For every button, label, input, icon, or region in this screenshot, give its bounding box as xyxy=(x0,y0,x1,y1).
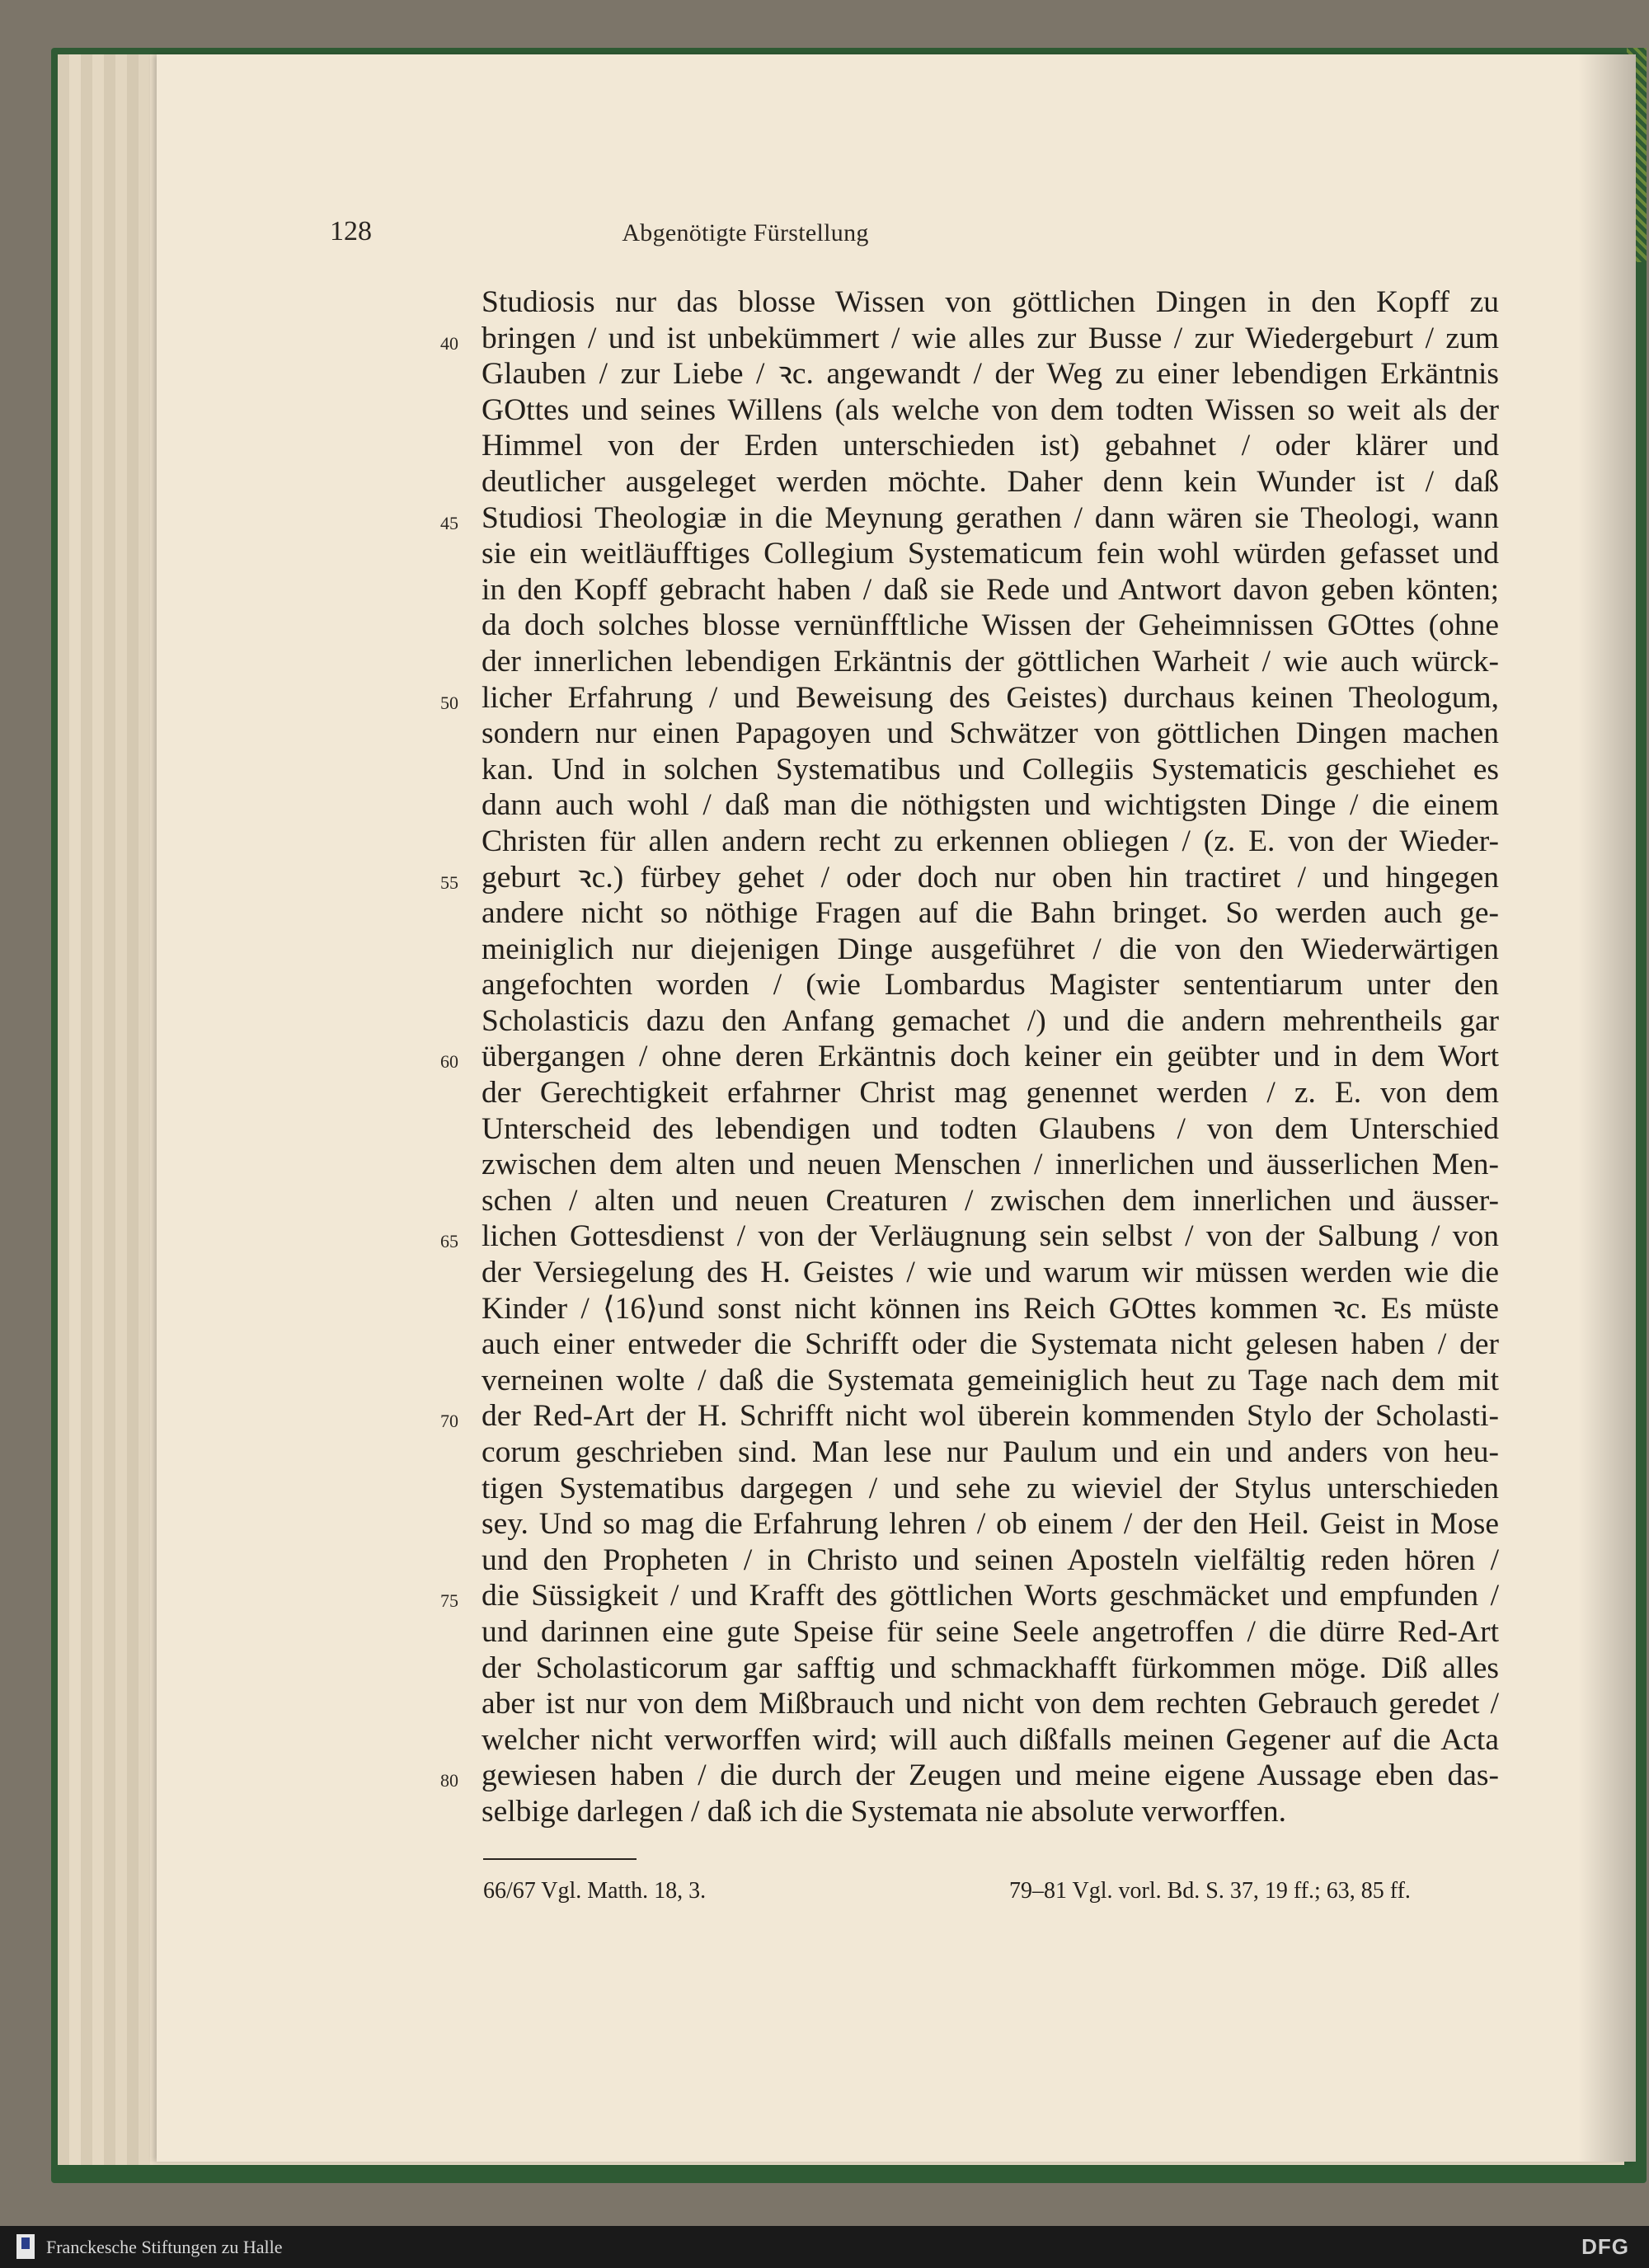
line-number: 40 xyxy=(440,332,458,354)
line-text: der Scholasticorum gar safftig und schmackhafft fürkommen möge. Diß alles xyxy=(482,1651,1499,1685)
text-line xyxy=(482,932,1499,968)
line-text: tigen Systematibus dargegen / und sehe zu wieviel der Stylus unterschieden xyxy=(482,1471,1499,1505)
text-line xyxy=(482,1435,1499,1471)
text-line xyxy=(482,1686,1499,1722)
text-line xyxy=(482,895,1499,932)
line-text: sondern nur einen Papagoyen und Schwätzer von göttlichen Dingen machen xyxy=(482,716,1499,751)
line-text: bringen / und ist unbekümmert / wie alles zur Busse / zur Wiedergeburt / zum xyxy=(482,321,1499,355)
text-line xyxy=(440,321,1499,357)
line-text: sey. Und so mag die Erfahrung lehren / ob einem / der den Heil. Geist in Mose xyxy=(482,1507,1499,1542)
line-text: andere nicht so nöthige Fragen auf die Bahn bringet. So werden auch ge- xyxy=(482,896,1499,931)
line-text: Scholasticis dazu den Anfang gemachet /) und die andern mehrentheils gar xyxy=(482,1003,1499,1038)
line-text: verneinen wolte / daß die Systemata gemeiniglich heut zu Tage nach dem mit xyxy=(482,1363,1499,1397)
text-line xyxy=(482,608,1499,644)
line-number: 55 xyxy=(440,871,458,893)
text-line xyxy=(482,1291,1499,1327)
line-number: 60 xyxy=(440,1051,458,1073)
footnote: 66/67 Vgl. Matth. 18, 3. xyxy=(483,1878,707,1904)
line-text: Kinder / ⟨16⟩und sonst nicht können ins Reich GOttes kommen ꝛc. Es müste xyxy=(482,1291,1499,1326)
line-text: sie ein weitläufftiges Collegium Systematicum fein wohl würden gefasset und xyxy=(482,537,1499,571)
text-line xyxy=(482,967,1499,1003)
text-line xyxy=(482,1183,1499,1219)
text-line xyxy=(440,1758,1499,1794)
line-text: schen / alten und neuen Creaturen / zwischen dem innerlichen und äusser- xyxy=(482,1183,1499,1218)
text-line xyxy=(440,680,1499,716)
text-line xyxy=(482,787,1499,824)
text-line xyxy=(482,716,1499,752)
footnote-rule xyxy=(483,1858,637,1860)
line-text: kan. Und in solchen Systematibus und Collegiis Systematicis geschiehet es xyxy=(482,752,1499,787)
line-text: zwischen dem alten und neuen Menschen / innerlichen und äusserlichen Men- xyxy=(482,1148,1499,1182)
line-text: Unterscheid des lebendigen und todten Glaubens / von dem Unterschied xyxy=(482,1111,1499,1146)
text-line xyxy=(482,572,1499,608)
text-line xyxy=(482,1255,1499,1291)
gutter-shadow xyxy=(1578,54,1636,2162)
line-text: der innerlichen lebendigen Erkäntnis der göttlichen Warheit / wie auch würck- xyxy=(482,644,1499,679)
line-text: Christen für allen andern recht zu erkennen obliegen / (z. E. von der Wieder- xyxy=(482,824,1499,858)
line-text: selbige darlegen / daß ich die Systemata nie absolute verworffen. xyxy=(482,1794,1287,1829)
line-text: Studiosi Theologiæ in die Meynung gerathen / dann wären sie Theologi, wann xyxy=(482,500,1499,535)
line-text: angefochten worden / (wie Lombardus Magister sententiarum unter den xyxy=(482,968,1499,1003)
text-line xyxy=(482,1363,1499,1399)
line-text: in den Kopff gebracht haben / daß sie Rede und Antwort davon geben könten; xyxy=(482,572,1499,607)
line-number: 50 xyxy=(440,692,458,713)
text-line xyxy=(482,1327,1499,1363)
line-text: Glauben / zur Liebe / ꝛc. angewandt / der Weg zu einer lebendigen Erkäntnis xyxy=(482,357,1499,392)
line-text: der Versiegelung des H. Geistes / wie und warum wir müssen werden wie die xyxy=(482,1256,1499,1290)
text-line xyxy=(482,1075,1499,1111)
institution-logo-icon xyxy=(16,2234,35,2259)
running-title: Abgenötigte Fürstellung xyxy=(622,219,869,247)
running-head xyxy=(330,216,1161,249)
text-line xyxy=(482,1794,1499,1830)
line-text: geburt ꝛc.) fürbey gehet / oder doch nur oben hin tractiret / und hingegen xyxy=(482,860,1499,895)
line-text: deutlicher ausgeleget werden möchte. Daher denn kein Wunder ist / daß xyxy=(482,464,1499,499)
institution-label: Franckesche Stiftungen zu Halle xyxy=(46,2237,283,2257)
text-line xyxy=(482,1003,1499,1040)
dfg-logo: DFG xyxy=(1581,2234,1629,2259)
text-line xyxy=(482,356,1499,392)
viewer-footer xyxy=(0,2226,1649,2268)
line-number: 70 xyxy=(440,1411,458,1432)
text-line xyxy=(482,1147,1499,1183)
line-text: und darinnen eine gute Speise für seine Seele angetroffen / die dürre Red-Art xyxy=(482,1614,1499,1649)
line-text: auch einer entweder die Schrifft oder die Systemata nicht gelesen haben / der xyxy=(482,1327,1499,1362)
text-line xyxy=(482,1506,1499,1543)
footnote: 79–81 Vgl. vorl. Bd. S. 37, 19 ff.; 63, 85 ff. xyxy=(1009,1878,1411,1904)
line-number: 75 xyxy=(440,1590,458,1612)
text-line xyxy=(482,1471,1499,1507)
text-line xyxy=(482,1543,1499,1579)
text-line xyxy=(482,1111,1499,1148)
line-text: dann auch wohl / daß man die nöthigsten und wichtigsten Dinge / die einem xyxy=(482,788,1499,823)
line-text: welcher nicht verworffen wird; will auch dißfalls meinen Gegener auf die Acta xyxy=(482,1722,1499,1757)
text-line xyxy=(482,752,1499,788)
text-line xyxy=(482,428,1499,464)
line-text: lichen Gottesdienst / von der Verläugnung sein selbst / von der Salbung / von xyxy=(482,1219,1499,1254)
text-line xyxy=(482,392,1499,429)
text-line xyxy=(440,1219,1499,1255)
line-text: und den Propheten / in Christo und seinen Aposteln vielfältig reden hören / xyxy=(482,1543,1499,1577)
line-text: der Red-Art der H. Schrifft nicht wol überein kommenden Stylo der Scholasti- xyxy=(482,1399,1499,1434)
line-text: die Süssigkeit / und Krafft des göttlichen Worts geschmäcket und empfunden / xyxy=(482,1579,1499,1613)
text-line xyxy=(440,500,1499,537)
text-line xyxy=(440,1398,1499,1435)
text-line xyxy=(482,284,1499,321)
line-text: GOttes und seines Willens (als welche von dem todten Wissen so weit als der xyxy=(482,392,1499,427)
line-text: Studiosis nur das blosse Wissen von göttlichen Dingen in den Kopff zu xyxy=(482,285,1499,319)
line-text: aber ist nur von dem Mißbrauch und nicht von dem rechten Gebrauch geredet / xyxy=(482,1687,1499,1721)
line-number: 45 xyxy=(440,512,458,533)
line-text: licher Erfahrung / und Beweisung des Geistes) durchaus keinen Theologum, xyxy=(482,680,1499,715)
text-line xyxy=(482,1614,1499,1651)
text-line xyxy=(440,860,1499,896)
line-number: 80 xyxy=(440,1770,458,1791)
line-text: der Gerechtigkeit erfahrner Christ mag genennet werden / z. E. von dem xyxy=(482,1076,1499,1111)
line-text: übergangen / ohne deren Erkäntnis doch keiner ein geübter und in dem Wort xyxy=(482,1040,1499,1074)
text-line xyxy=(440,1578,1499,1614)
text-line xyxy=(440,1039,1499,1075)
line-text: gewiesen haben / die durch der Zeugen und meine eigene Aussage eben das- xyxy=(482,1759,1499,1793)
text-line xyxy=(482,1651,1499,1687)
body-text xyxy=(440,284,1499,1830)
page-number: 128 xyxy=(330,216,372,247)
line-text: meiniglich nur diejenigen Dinge ausgeführet / die von den Wiederwärtigen xyxy=(482,932,1499,966)
line-number: 65 xyxy=(440,1231,458,1252)
line-text: Himmel von der Erden unterschieden ist) gebahnet / oder klärer und xyxy=(482,429,1499,463)
text-line xyxy=(482,644,1499,680)
line-text: corum geschrieben sind. Man lese nur Paulum und ein und anders von heu- xyxy=(482,1435,1499,1469)
line-text: da doch solches blosse vernünfftliche Wissen der Geheimnissen GOttes (ohne xyxy=(482,608,1499,643)
text-line xyxy=(482,824,1499,860)
text-line xyxy=(482,1722,1499,1759)
text-line xyxy=(482,464,1499,500)
text-line xyxy=(482,536,1499,572)
